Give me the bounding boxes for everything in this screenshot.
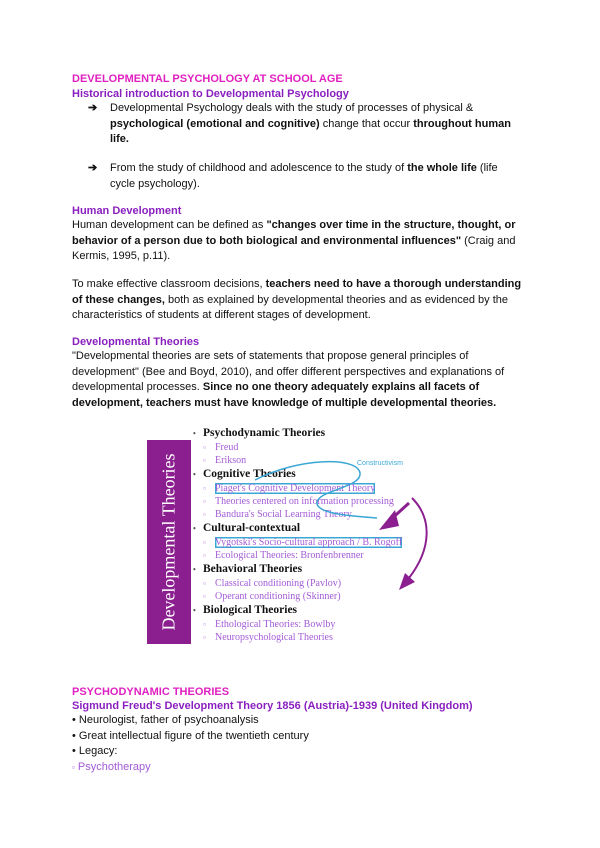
theory-group-name: Cognitive Theories: [203, 468, 296, 480]
freud-bullet: • Great intellectual figure of the twentieth century: [72, 729, 309, 742]
bullet-dot-icon: •: [193, 524, 196, 533]
sub-bullet-icon: ▫: [203, 620, 206, 629]
theory-group-name: Cultural-contextual: [203, 522, 301, 534]
bullet-dot-icon: •: [193, 565, 196, 574]
theory-item-text: Vygotski's Socio-cultural approach / B. Rogoff: [215, 537, 403, 548]
arrow-bullet-icon: ➔: [88, 162, 98, 174]
bullet1-line2-bold2: throughout human: [413, 117, 511, 130]
dev-theories-heading: Developmental Theories: [72, 336, 200, 348]
dev-theories-paragraph: [72, 349, 532, 411]
freud-bullet-text: Great intellectual figure of the twentieth century: [78, 729, 309, 742]
theory-item-text: Piaget's Cognitive Development Theory: [215, 483, 376, 494]
historical-bullet-2: [88, 161, 528, 192]
bullet-dot-icon: •: [193, 606, 196, 615]
sub-bullet-icon: ▫: [72, 762, 75, 772]
sub-bullet-icon: ▫: [203, 497, 206, 506]
psychodynamic-heading: PSYCHODYNAMIC THEORIES: [72, 686, 230, 698]
sub-bullet-icon: ▫: [203, 633, 206, 642]
dt-l3-pre: developmental processes.: [72, 381, 203, 393]
sub-bullet-icon: ▫: [203, 443, 206, 452]
bullet2-line1-post: (life: [476, 162, 498, 174]
side-label: Developmental Theories: [158, 453, 179, 631]
dt-l4-bold: development, teachers must have knowledge of multiple developmental theories.: [72, 396, 497, 409]
human-dev-heading: Human Development: [72, 205, 182, 217]
hd-p2-l1-pre: To make effective classroom decisions,: [72, 278, 266, 290]
sub-bullet-icon: ▫: [203, 592, 206, 601]
historical-bullet-1: [88, 101, 528, 148]
freud-bullets: [72, 713, 309, 775]
sub-bullet-icon: ▫: [203, 538, 206, 547]
theory-group-name: Biological Theories: [203, 604, 298, 616]
hd-l1-bold: "changes over time in the structure, thought, or: [266, 219, 516, 231]
theory-item-text: Classical conditioning (Pavlov): [215, 578, 342, 589]
freud-subheading: Sigmund Freud's Development Theory 1856 (Austria)-1939 (United Kingdom): [72, 700, 473, 712]
bullet2-line1-bold: the whole life: [407, 162, 477, 174]
theory-item-text: Ethological Theories: Bowlby: [215, 619, 336, 630]
bullet1-line1: Developmental Psychology deals with the study of processes of physical &: [110, 102, 474, 114]
bullet2-line2: cycle psychology).: [110, 177, 200, 190]
hd-p2-l2-post: both as explained by developmental theories and as evidenced by the: [164, 293, 508, 306]
sub-bullet-icon: ▫: [203, 484, 206, 493]
freud-bullet-text: Legacy:: [78, 745, 118, 757]
freud-bullet: • Legacy:: [72, 745, 118, 757]
bullet1-line2-bold: psychological (emotional and cognitive): [110, 117, 320, 130]
freud-bullet-text: Neurologist, father of psychoanalysis: [78, 714, 259, 726]
legacy-item: [72, 760, 309, 776]
arrow-to-behavioral: [409, 498, 427, 578]
dt-l2: development" (Bee and Boyd, 2010), and offer different perspectives and explanations of: [72, 365, 505, 378]
hd-l1-pre: Human development can be defined as: [72, 219, 267, 231]
legacy-item-text: Psychotherapy: [77, 760, 151, 773]
freud-bullet: • Neurologist, father of psychoanalysis: [72, 714, 259, 726]
human-dev-paragraph-1: [72, 218, 532, 265]
hd-p2-l3: characteristics of students at different stages of development.: [72, 309, 371, 321]
theory-group-name: Psychodynamic Theories: [203, 427, 326, 439]
theory-item-text: Theories centered on information processing: [215, 496, 394, 507]
hd-p2-l2-bold: of these changes,: [72, 293, 165, 306]
arrow-head-behavioral: [399, 573, 415, 590]
theory-item-text: Freud: [215, 442, 239, 453]
theory-item-text: Erikson: [215, 455, 247, 466]
hd-l3: Kermis, 1995, p.11).: [72, 250, 171, 262]
bullet-dot-icon: •: [193, 429, 196, 438]
theory-item-text: Bandura's Social Learning Theory: [215, 509, 352, 520]
bullet-dot-icon: •: [193, 470, 196, 479]
dt-l3-bold: Since no one theory adequately explains all facets of: [202, 381, 480, 393]
sub-bullet-icon: ▫: [203, 579, 206, 588]
hd-p2-l1-bold: teachers need to have a thorough understanding: [265, 278, 522, 290]
bullet1-line2-rest: change that occur: [319, 117, 414, 130]
hd-l2-bold: behavior of a person due to both biological and environmental influences": [72, 234, 462, 247]
theory-item-text: Ecological Theories: Bronfenbrenner: [215, 550, 364, 561]
annotation-arrows: [147, 418, 447, 646]
theories-diagram: [147, 418, 447, 646]
theory-item-text: Operant conditioning (Skinner): [215, 591, 341, 602]
bullet2-line1-pre: From the study of childhood and adolescence to the study of: [110, 162, 408, 174]
hd-l2-post: (Craig and: [461, 234, 516, 247]
human-dev-paragraph-2: [72, 277, 532, 324]
dt-l1: "Developmental theories are sets of statements that propose general principles of: [72, 350, 469, 362]
page-title: DEVELOPMENTAL PSYCHOLOGY AT SCHOOL AGE: [72, 73, 343, 85]
sub-bullet-icon: ▫: [203, 456, 206, 465]
theory-group-name: Behavioral Theories: [203, 563, 303, 575]
constructivism-loop: [255, 462, 377, 518]
historical-heading: Historical introduction to Developmental Psychology: [72, 88, 349, 100]
sub-bullet-icon: ▫: [203, 510, 206, 519]
arrow-bullet-icon: ➔: [88, 102, 98, 114]
theory-item-text: Neuropsychological Theories: [215, 632, 333, 643]
constructivism-annotation: Constructivism: [357, 460, 403, 467]
bullet1-line3: life.: [110, 133, 129, 145]
sub-bullet-icon: ▫: [203, 551, 206, 560]
